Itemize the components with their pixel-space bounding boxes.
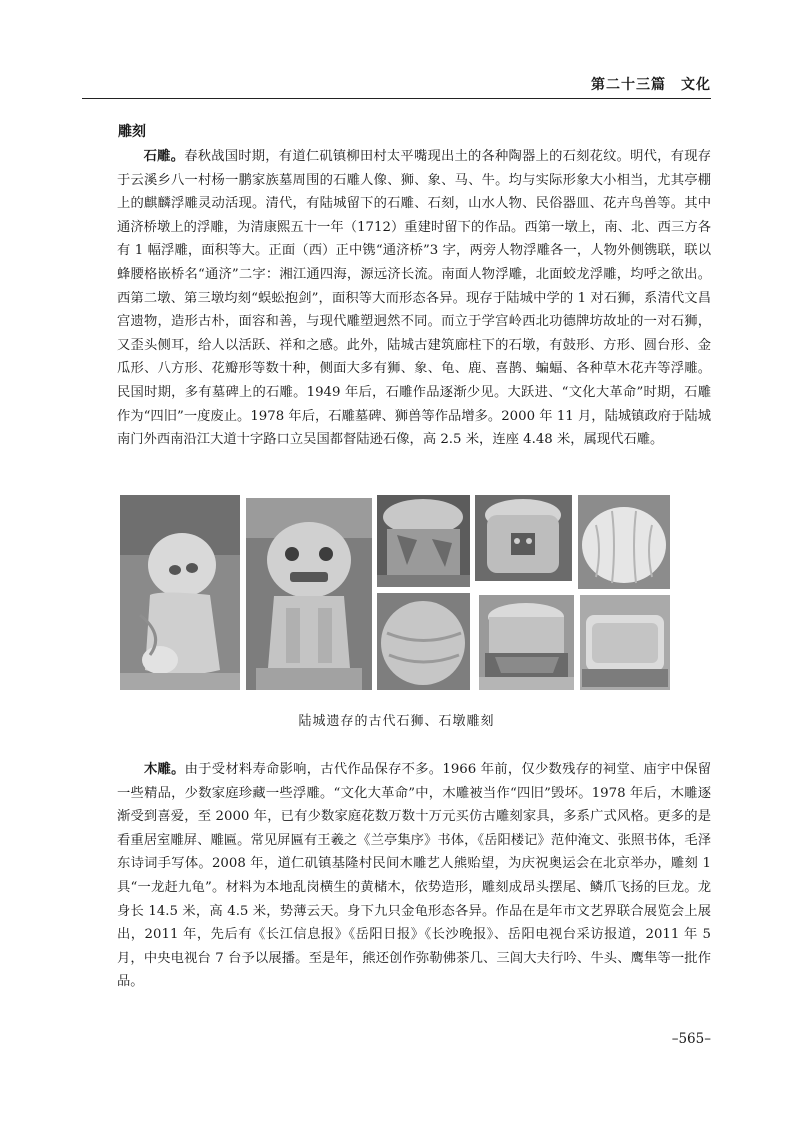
header-rule	[82, 98, 711, 99]
stone-drum-photo-2	[475, 495, 572, 581]
wood-carving-lead: 木雕。	[143, 762, 185, 777]
photo-figure	[120, 495, 670, 693]
stone-lion-photo-1	[120, 495, 240, 690]
stone-carving-text: 春秋战国时期，有道仁矶镇柳田村太平嘴现出土的各种陶器上的石刻花纹。明代，有现存于云溪乡八一村杨一鹏家族墓周围的石雕人像、狮、象、马、牛。均与实际形象大小相当，尤其亭棚上的麒麟浮雕灵动活现。清代，有陆城留下的石雕、石刻，山水人物、民俗器皿、花卉鸟兽等。其中通济桥墩上的浮雕，为清康熙五十一年（1712）重建时留下的作品。西第一墩上，南、北、西三方各有 1 幅浮雕，面积等大。正面（西）正中镌“通济桥”3 字，两旁人物浮雕各一，人物外侧镌联，联以蜂腰格嵌桥名“通济”二字：湘江通四海，源远济长流。南面人物浮雕，北面蛟龙浮雕，均呼之欲出。西第二墩、第三墩均刻“蜈蚣抱剑”，面积等大而形态各异。现存于陆城中学的 1 对石狮，系清代文昌宫遗物，造形古朴，面容和善，与现代雕塑迥然不同。而立于学宫岭西北功德牌坊故址的一对石狮，又歪头侧耳，给人以活跃、祥和之感。此外，陆城古建筑廊柱下的石墩，有鼓形、方形、圆台形、金瓜形、八方形、花瓣形等数十种，侧面大多有狮、象、龟、鹿、喜鹊、蝙蝠、各种草木花卉等浮雕。民国时期，多有墓碑上的石雕。1949 年后，石雕作品逐渐少见。大跃进、“文化大革命”时期，石雕作为“四旧”一度废止。1978 年后，石雕墓碑、狮兽等作品增多。2000 年 11 月，陆城镇政府于陆城南门外西南沿江大道十字路口立吴国都督陆逊石像，高 2.5 米，连座 4.48 米，属现代石雕。	[117, 149, 712, 448]
stone-drum-photo-1	[377, 495, 470, 587]
stone-melon-photo	[578, 495, 670, 589]
wood-carving-text: 由于受材料寿命影响，古代作品保存不多。1966 年前，仅少数残存的祠堂、庙宇中保留一些精品，少数家庭珍藏一些浮雕。“文化大革命”中，木雕被当作“四旧”毁坏。1978 年后，木雕逐渐受到喜爱，至 2000 年，已有少数家庭花数万数十万元买仿古雕刻家具，多系广式风格。更多的是看重居室雕屏、雕匾。常见屏匾有王羲之《兰亭集序》书体，《岳阳楼记》范仲淹文、张照书体，毛泽东诗词手写体。2008 年，道仁矶镇基隆村民间木雕艺人熊贻望，为庆祝奥运会在北京举办，雕刻 1 具“一龙赶九龟”。材料为本地乱岗横生的黄槠木，依势造形，雕刻成昂头摆尾、鳞爪飞扬的巨龙。龙身长 14.5 米，高 4.5 米，势薄云天。身下九只金龟形态各异。作品在是年市文艺界联合展览会上展出，2011 年，先后有《长江信息报》《岳阳日报》《长沙晚报》、岳阳电视台采访报道，2011 年 5 月，中央电视台 7 台予以展播。至是年，熊还创作弥勒佛茶几、三闾大夫行吟、牛头、鹰隼等一批作品。	[117, 762, 711, 990]
stone-lion-photo-2	[246, 498, 372, 690]
section-title: 雕刻	[118, 124, 146, 140]
wood-carving-paragraph	[117, 758, 711, 994]
figure-caption: 陆城遗存的古代石狮、石墩雕刻	[298, 714, 495, 729]
stone-carving-lead: 石雕。	[143, 149, 185, 164]
stone-drum-photo-4	[479, 595, 574, 690]
page-number: –565–	[671, 1031, 711, 1047]
stone-carving-paragraph	[117, 145, 711, 452]
stone-base-photo	[580, 595, 670, 690]
stone-drum-photo-3	[377, 593, 470, 690]
running-header: 第二十三篇 文化	[591, 77, 711, 93]
